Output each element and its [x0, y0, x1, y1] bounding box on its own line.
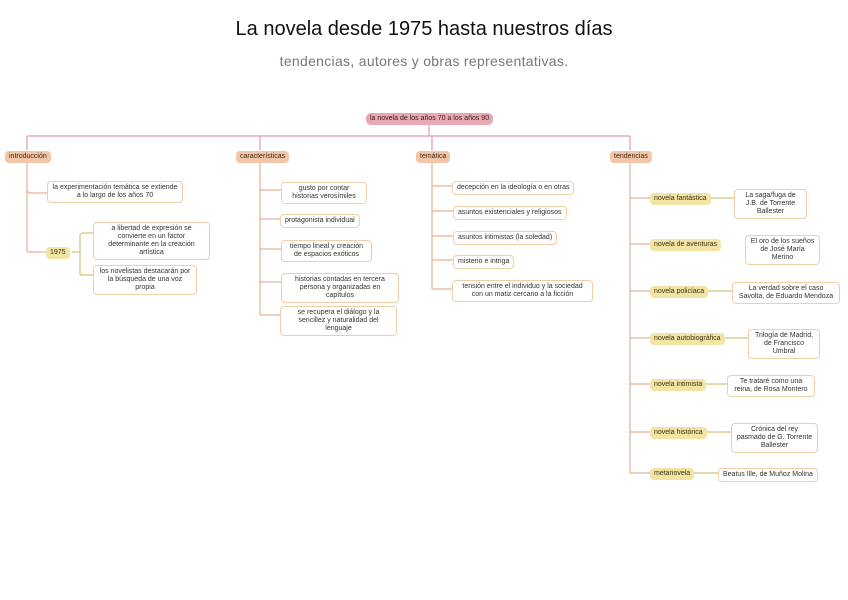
- node-obra-trilogia-madrid[interactable]: Trilogía de Madrid, de Francisco Umbral: [748, 329, 820, 359]
- node-experimentacion[interactable]: la experimentación temática se extiende a lo largo de los años 70: [47, 181, 183, 203]
- tendencias-connector: [630, 162, 650, 473]
- node-tendencia-fantastica[interactable]: novela fantástica: [650, 193, 711, 205]
- tematica-connector: [432, 162, 453, 289]
- node-obra-savolta[interactable]: La verdad sobre el caso Savolta, de Eduardo Mendoza: [732, 282, 840, 304]
- node-libertad[interactable]: a libertad de expresión se convierte en un factor determinante en la creación artística: [93, 222, 210, 260]
- node-tematica-3[interactable]: asuntos intimistas (la soledad): [453, 231, 557, 245]
- node-caracteristicas[interactable]: características: [236, 151, 289, 163]
- root-node[interactable]: la novela de los años 70 a los años 90: [366, 113, 493, 125]
- node-tematica-1[interactable]: decepción en la ideología o en otras: [452, 181, 574, 195]
- node-caracteristica-1[interactable]: gusto por contar historias verosímiles: [281, 182, 367, 204]
- node-tematica-2[interactable]: asuntos existenciales y religiosos: [453, 206, 567, 220]
- node-tendencia-policiaca[interactable]: novela policíaca: [650, 286, 708, 298]
- page-subtitle: tendencias, autores y obras representativas.: [279, 53, 569, 69]
- node-tendencia-autobiografica[interactable]: novela autobiográfica: [650, 333, 725, 345]
- page-title: La novela desde 1975 hasta nuestros días: [235, 18, 613, 40]
- node-introduccion[interactable]: introducción: [5, 151, 51, 163]
- year-connector: [72, 233, 93, 275]
- node-year-1975[interactable]: 1975: [46, 247, 70, 259]
- node-tendencias[interactable]: tendencias: [610, 151, 652, 163]
- node-novelistas[interactable]: los novelistas destacarán por la búsqueda de una voz propia: [93, 265, 197, 295]
- node-tematica[interactable]: temática: [416, 151, 450, 163]
- node-obra-beatus-ille[interactable]: Beatus Ille, de Muñoz Molina: [718, 468, 818, 482]
- node-caracteristica-2[interactable]: protagonista individual: [280, 214, 360, 228]
- node-obra-oro-suenos[interactable]: El oro de los sueños de José María Merino: [745, 235, 820, 265]
- node-caracteristica-4[interactable]: historias contadas en tercera persona y organizadas en capítulos: [281, 273, 399, 303]
- node-tendencia-historica[interactable]: novela histórica: [650, 427, 707, 439]
- node-obra-rey-pasmado[interactable]: Crónica del rey pasmado de G. Torrente Ballester: [731, 423, 818, 453]
- node-tematica-5[interactable]: tensión entre el individuo y la sociedad con un matiz cercano a la ficción: [452, 280, 593, 302]
- node-tematica-4[interactable]: misterio e intriga: [453, 255, 514, 269]
- node-tendencia-intimista[interactable]: novela intimista: [650, 379, 706, 391]
- node-tendencia-aventuras[interactable]: novela de aventuras: [650, 239, 721, 251]
- node-obra-reina[interactable]: Te trataré como una reina, de Rosa Montero: [727, 375, 815, 397]
- intro-connector: [27, 162, 47, 252]
- caracteristicas-connector: [260, 162, 281, 315]
- node-obra-saga-fuga[interactable]: La saga/fuga de J.B. de Torrente Ballester: [734, 189, 807, 219]
- node-caracteristica-3[interactable]: tiempo lineal y creación de espacios exóticos: [281, 240, 372, 262]
- node-caracteristica-5[interactable]: se recupera el diálogo y la sencillez y naturalidad del lenguaje: [280, 306, 397, 336]
- node-tendencia-metanovela[interactable]: metanovela: [650, 468, 694, 480]
